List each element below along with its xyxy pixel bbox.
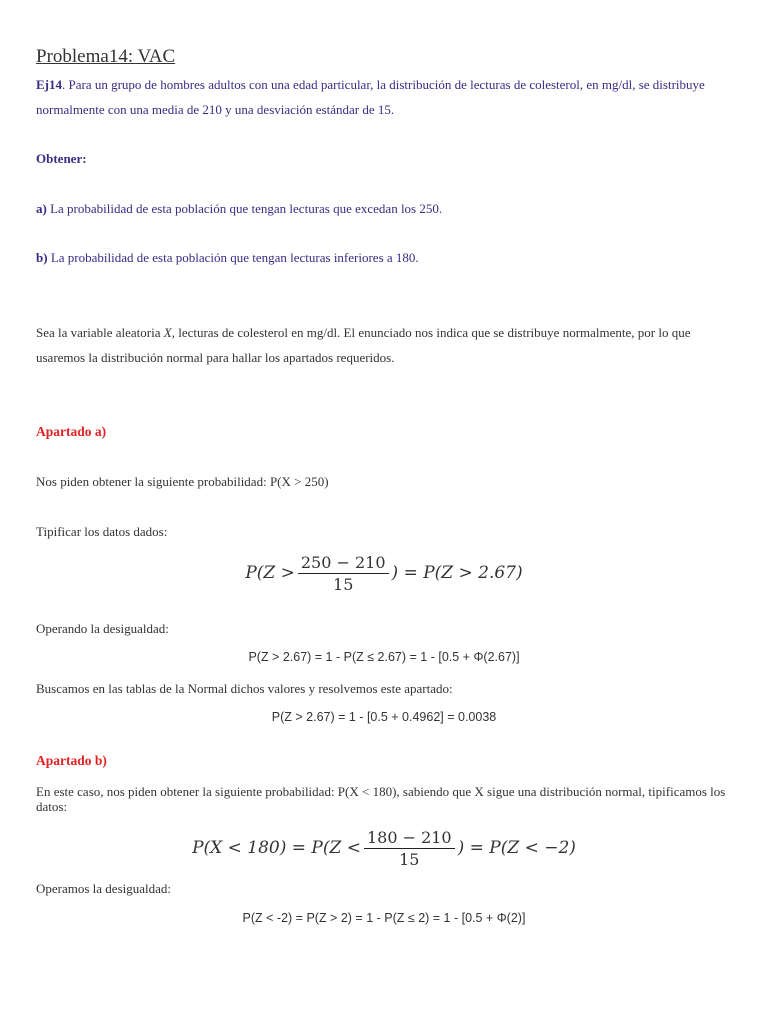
equation-b2: P(Z < -2) = P(Z > 2) = 1 - P(Z ≤ 2) = 1 - [0.5 + Φ(2)] [242,911,526,925]
item-a [36,196,442,221]
item-b-label: b) [36,250,48,265]
apartado-b-heading: Apartado b) [36,753,107,768]
para1-var: X [163,325,172,340]
problem-text: . Para un grupo de hombres adultos con una edad particular, la distribución de lecturas de colesterol, en mg/dl, se distribuye normalmente con una media de 210 y una desviación estándar de 15. [36,77,705,117]
problem-label: Ej14 [36,77,62,92]
eq-b1-right: ) = P(Z < −2) [457,838,576,858]
apartado-a-line1: Nos piden obtener la siguiente probabilidad: P(X > 250) [36,474,329,489]
fraction-a-den: 15 [333,574,354,594]
eq-b1-left: P(X < 180) = P(Z < [192,838,361,858]
page-title: Problema14: VAC [36,46,176,67]
apartado-a-line4: Buscamos en las tablas de la Normal dichos valores y resolvemos este apartado: [36,681,453,696]
fraction-b-num: 180 − 210 [364,828,455,849]
item-b [36,245,419,270]
item-a-label: a) [36,201,47,216]
equation-b1 [0,824,768,872]
obtener-heading: Obtener: [36,151,87,166]
apartado-b-line1: En este caso, nos piden obtener la siguiente probabilidad: P(X < 180), sabiendo que X sigue una distribución normal, tipificamos los datos: [36,784,726,814]
fraction-a [298,553,389,594]
variable-paragraph [36,320,726,370]
equation-a2: P(Z > 2.67) = 1 - P(Z ≤ 2.67) = 1 - [0.5 + Φ(2.67)] [248,650,520,664]
eq-a1-left: P(Z > [245,563,295,583]
apartado-a-heading: Apartado a) [36,424,107,439]
eq-a1-right: ) = P(Z > 2.67) [391,563,523,583]
equation-a1 [0,549,768,597]
item-a-text: La probabilidad de esta población que tengan lecturas que excedan los 250. [46,201,443,216]
item-b-text: La probabilidad de esta población que tengan lecturas inferiores a 180. [47,250,419,265]
apartado-a-line2: Tipificar los datos dados: [36,524,168,539]
problem-statement [36,72,736,122]
equation-a3: P(Z > 2.67) = 1 - [0.5 + 0.4962] = 0.0038 [271,710,497,724]
para1-before: Sea la variable aleatoria [36,325,164,340]
apartado-a-line3: Operando la desigualdad: [36,621,169,636]
apartado-b-line2: Operamos la desigualdad: [36,881,172,896]
fraction-b-den: 15 [399,849,420,869]
fraction-a-num: 250 − 210 [298,553,389,574]
para1-after: , lecturas de colesterol en mg/dl. El enunciado nos indica que se distribuye normalmente, por lo que usaremos la distribución normal para hallar los apartados requeridos. [36,325,691,365]
fraction-b [364,828,455,869]
